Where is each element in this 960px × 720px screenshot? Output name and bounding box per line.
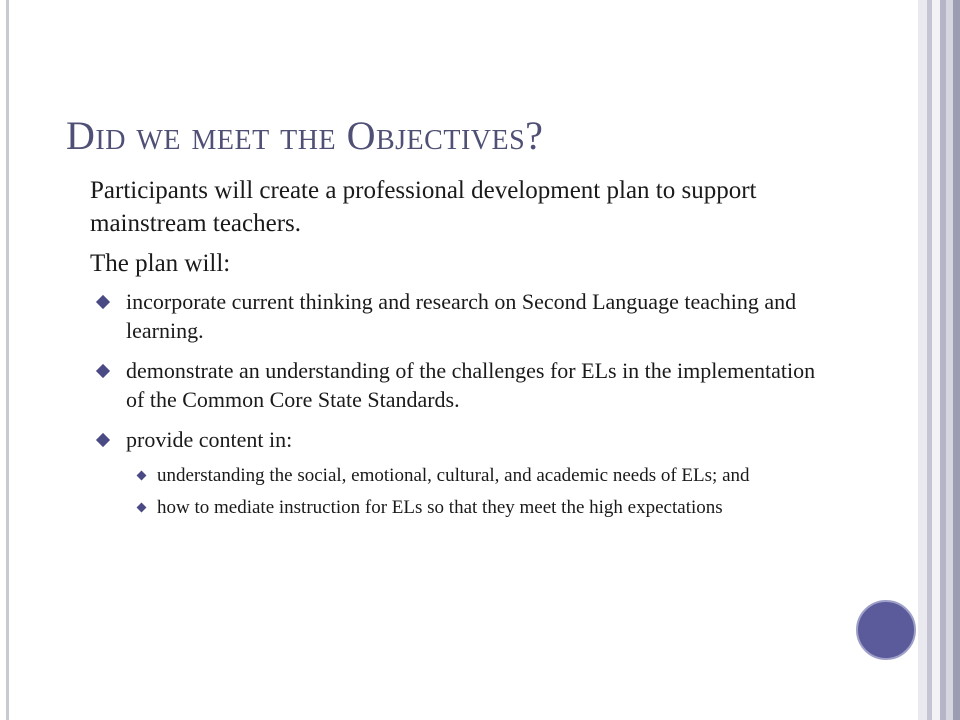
sub-bullet-text: how to mediate instruction for ELs so that they meet the high expectations [157, 497, 723, 518]
diamond-bullet-icon [137, 471, 147, 481]
decorative-stripe [953, 0, 960, 720]
decorative-stripe [932, 0, 940, 720]
decorative-stripe [918, 0, 927, 720]
slide-body [90, 174, 820, 520]
decorative-circle [856, 600, 916, 660]
bullet-text: demonstrate an understanding of the challenges for ELs in the implementation of the Common Core State Standards. [126, 358, 816, 412]
bullet-text: incorporate current thinking and research on Second Language teaching and learning. [126, 289, 797, 343]
decorative-stripe [946, 0, 953, 720]
diamond-bullet-icon [96, 295, 110, 309]
sub-bullet-item [90, 464, 820, 488]
bullet-text: provide content in: [126, 427, 293, 452]
bullet-item [90, 287, 820, 345]
sub-bullet-text: understanding the social, emotional, cultural, and academic needs of ELs; and [157, 465, 750, 486]
diamond-bullet-icon [96, 364, 110, 378]
diamond-bullet-icon [96, 433, 110, 447]
diamond-bullet-icon [137, 503, 147, 513]
bullet-item [90, 425, 820, 454]
slide-title: Did we meet the Objectives? [66, 113, 544, 158]
body-paragraph: The plan will: [90, 250, 231, 277]
body-paragraph: Participants will create a professional development plan to support mainstream teachers. [90, 177, 757, 237]
bullet-item [90, 356, 820, 414]
left-frame-line [6, 0, 9, 720]
sub-bullet-item [90, 496, 820, 520]
